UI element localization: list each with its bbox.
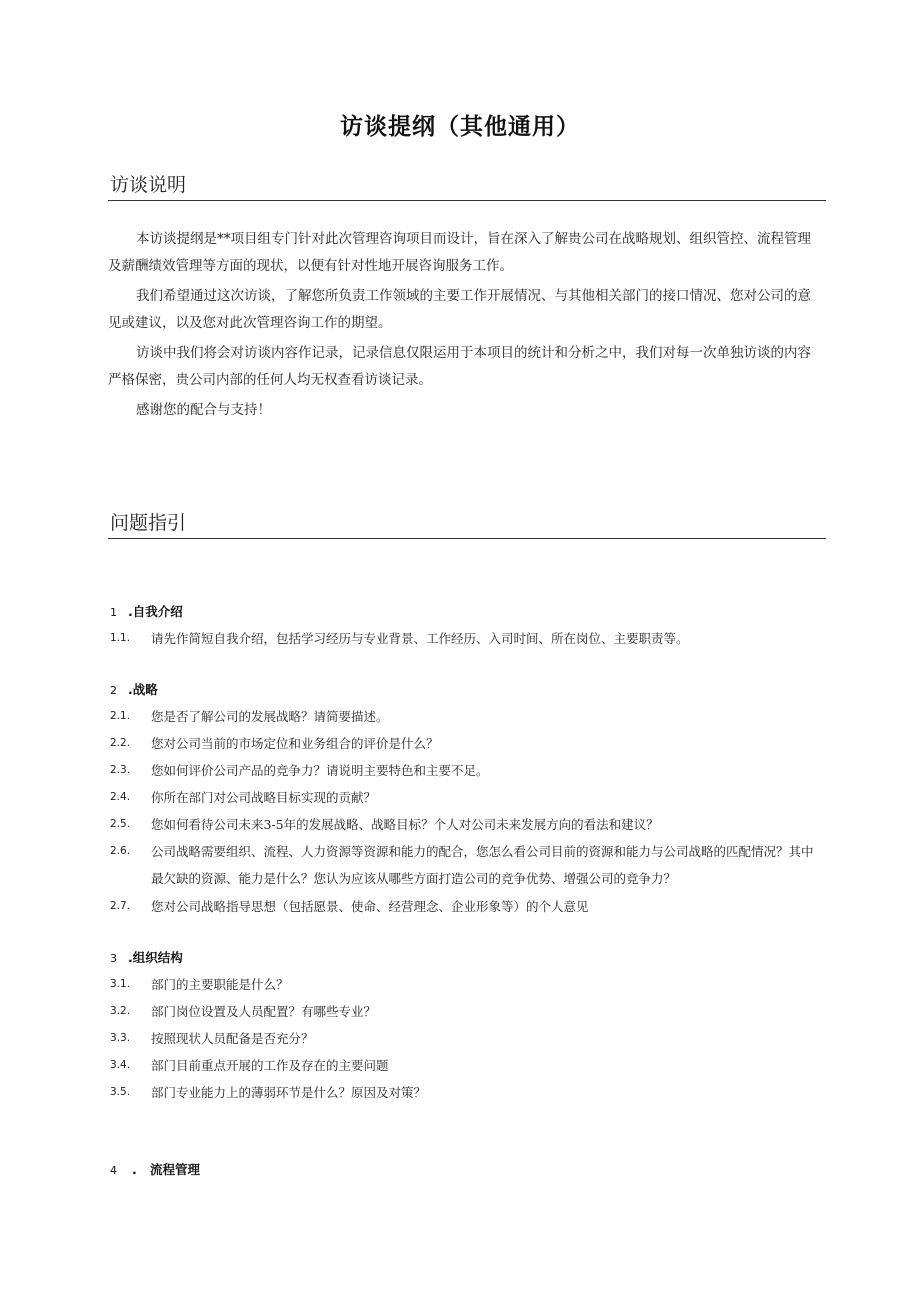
group-number: 2	[110, 684, 117, 697]
item-number: 3.1.	[110, 978, 131, 990]
list-item	[110, 971, 824, 998]
item-number: 2.5.	[110, 818, 131, 830]
list-item	[110, 998, 824, 1025]
list-item	[110, 1079, 824, 1106]
item-text: 您如何评价公司产品的竞争力？请说明主要特色和主要不足。	[151, 763, 489, 778]
group-number: 4	[110, 1164, 117, 1177]
item-number: 2.4.	[110, 791, 131, 803]
section-heading-question-guide: 问题指引	[108, 510, 826, 539]
item-number: 3.3.	[110, 1032, 131, 1044]
item-text: 您对公司当前的市场定位和业务组合的评价是什么？	[151, 736, 439, 751]
item-text: 部门岗位设置及人员配置？有哪些专业？	[151, 1004, 377, 1019]
group-dot: .	[132, 1162, 137, 1177]
group-number: 1	[110, 606, 117, 619]
group-title-org-structure	[110, 949, 183, 968]
item-text: 您对公司战略指导思想（包括愿景、使命、经营理念、企业形象等）的个人意见	[151, 899, 589, 914]
group-title-self-intro	[110, 603, 183, 622]
intro-paragraph: 访谈中我们将会对访谈内容作记录，记录信息仅限运用于本项目的统计和分析之中，我们对每一次单独访谈的内容严格保密，贵公司内部的任何人均无权查看访谈记录。	[108, 345, 811, 388]
intro-paragraph: 我们希望通过这次访谈，了解您所负责工作领域的主要工作开展情况、与其他相关部门的接口情况、您对公司的意见或建议，以及您对此次管理咨询工作的期望。	[108, 288, 811, 331]
item-number: 3.2.	[110, 1005, 131, 1017]
list-item	[110, 784, 824, 811]
item-number: 2.7.	[110, 900, 131, 912]
item-text: 公司战略需要组织、流程、人力资源等资源和能力的配合，您怎么看公司目前的资源和能力与公司战略的匹配情况？其中最欠缺的资源、能力是什么？您认为应该从哪些方面打造公司的竞争优势、增强公司的竞争力？	[151, 844, 814, 886]
group-number: 3	[110, 952, 117, 965]
list-item	[110, 703, 824, 730]
intro-paragraphs	[108, 226, 824, 427]
group-label: 组织结构	[132, 950, 183, 965]
group-label: 战略	[132, 682, 158, 697]
item-number: 2.6.	[110, 845, 131, 857]
item-number: 3.4.	[110, 1059, 131, 1071]
list-item	[110, 1025, 824, 1052]
list-item	[110, 757, 824, 784]
item-text: 部门专业能力上的薄弱环节是什么？原因及对策？	[151, 1085, 427, 1100]
group-label: 流程管理	[150, 1162, 201, 1177]
group-dot: .	[128, 682, 133, 697]
item-text: 部门的主要职能是什么？	[151, 977, 289, 992]
group-dot: .	[128, 950, 133, 965]
list-item	[110, 1052, 824, 1079]
item-number: 2.2.	[110, 737, 131, 749]
list-item	[110, 625, 824, 652]
item-text: 您是否了解公司的发展战略？请简要描述。	[151, 709, 389, 724]
list-item	[110, 811, 824, 838]
item-number: 1.1.	[110, 632, 131, 644]
group-label: 自我介绍	[132, 604, 183, 619]
group-title-process-management	[110, 1161, 200, 1180]
item-text: 部门目前重点开展的工作及存在的主要问题	[151, 1058, 389, 1073]
list-item	[110, 893, 824, 920]
group-title-strategy	[110, 681, 158, 700]
item-number: 2.1.	[110, 710, 131, 722]
item-number: 2.3.	[110, 764, 131, 776]
item-text: 按照现状人员配备是否充分？	[151, 1031, 314, 1046]
page-title: 访谈提纲（其他通用）	[340, 114, 580, 140]
intro-paragraph: 感谢您的配合与支持！	[136, 402, 271, 418]
item-text: 您如何看待公司未来3-5年的发展战略、战略目标？个人对公司未来发展方向的看法和建议？	[151, 817, 659, 832]
item-text: 请先作简短自我介绍，包括学习经历与专业背景、工作经历、入司时间、所在岗位、主要职责等。	[151, 631, 689, 646]
list-item	[110, 838, 824, 892]
group-dot: .	[128, 604, 133, 619]
section-heading-interview-notes: 访谈说明	[108, 172, 826, 201]
intro-paragraph: 本访谈提纲是**项目组专门针对此次管理咨询项目而设计，旨在深入了解贵公司在战略规划、组织管控、流程管理及薪酬绩效管理等方面的现状，以便有针对性地开展咨询服务工作。	[108, 231, 811, 274]
item-number: 3.5.	[110, 1086, 131, 1098]
list-item	[110, 730, 824, 757]
item-text: 你所在部门对公司战略目标实现的贡献？	[151, 790, 377, 805]
